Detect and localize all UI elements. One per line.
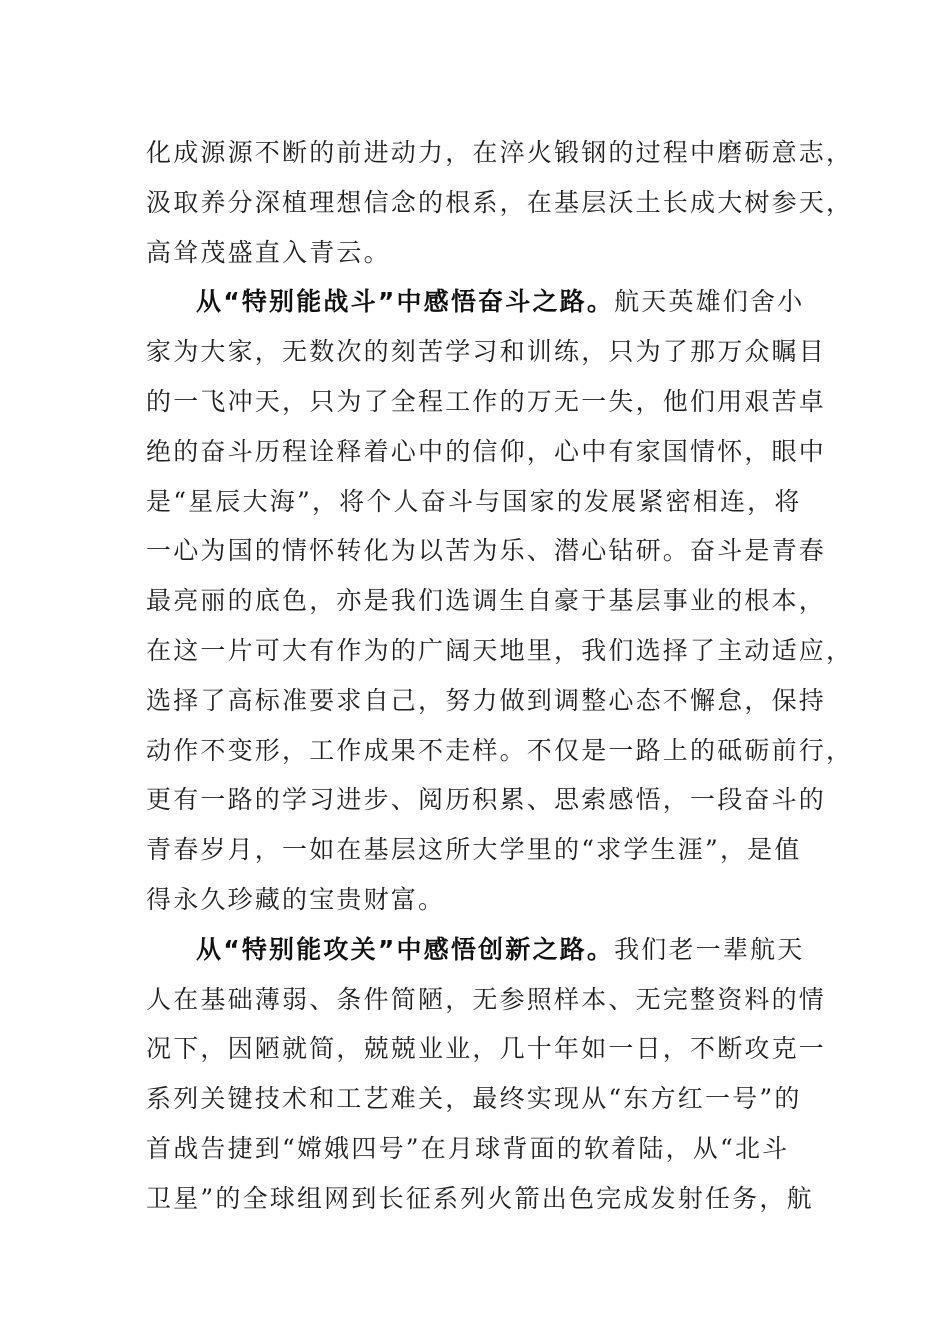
paragraph-continuation bbox=[146, 128, 854, 277]
text-line: 卫星”的全球组网到长征系列火箭出色完成发射任务，航 bbox=[146, 1183, 814, 1213]
text-run: 航天英雄们舍小 bbox=[614, 287, 805, 317]
text-line: 在这一片可大有作为的广阔天地里，我们选择了主动适应， bbox=[146, 635, 854, 665]
text-line: 最亮丽的底色，亦是我们选调生自豪于基层事业的根本， bbox=[146, 586, 827, 616]
text-run: 我们老一辈航天 bbox=[614, 934, 805, 964]
text-line: 青春岁月，一如在基层这所大学里的“求学生涯”，是值 bbox=[146, 835, 802, 865]
paragraph-innovation bbox=[146, 925, 827, 1224]
paragraph-struggle bbox=[146, 277, 854, 924]
text-line: 系列关键技术和工艺难关，最终实现从“东方红一号”的 bbox=[146, 1084, 802, 1114]
text-line: 汲取养分深植理想信念的根系，在基层沃土长成大树参天， bbox=[146, 187, 854, 217]
text-line: 更有一路的学习进步、阅历积累、思索感悟，一段奋斗的 bbox=[146, 785, 827, 815]
text-line: 的一飞冲天，只为了全程工作的万无一失，他们用艰苦卓 bbox=[146, 386, 827, 416]
text-line: 家为大家，无数次的刻苦学习和训练，只为了那万众瞩目 bbox=[146, 337, 827, 367]
text-line: 绝的奋斗历程诠释着心中的信仰，心中有家国情怀，眼中 bbox=[146, 436, 827, 466]
paragraph-first-line bbox=[146, 925, 805, 975]
text-line: 一心为国的情怀转化为以苦为乐、潜心钻研。奋斗是青春 bbox=[146, 536, 827, 566]
text-line: 得永久珍藏的宝贵财富。 bbox=[146, 884, 446, 914]
text-line: 人在基础薄弱、条件简陋，无参照样本、无完整资料的情 bbox=[146, 984, 827, 1014]
text-line: 是“星辰大海”，将个人奋斗与国家的发展紧密相连，将 bbox=[146, 486, 802, 516]
text-line: 况下，因陋就简，兢兢业业，几十年如一日，不断攻克一 bbox=[146, 1034, 827, 1064]
text-line: 首战告捷到“嫦娥四号”在月球背面的软着陆，从“北斗 bbox=[146, 1133, 790, 1163]
document-body bbox=[146, 128, 854, 1224]
section-heading: 从“特别能攻关”中感悟创新之路。 bbox=[196, 934, 615, 964]
section-heading: 从“特别能战斗”中感悟奋斗之路。 bbox=[196, 287, 615, 317]
paragraph-first-line bbox=[146, 277, 805, 327]
text-line: 高耸茂盛直入青云。 bbox=[146, 237, 391, 267]
text-line: 化成源源不断的前进动力，在淬火锻钢的过程中磨砺意志， bbox=[146, 138, 854, 167]
text-line: 选择了高标准要求自己，努力做到调整心态不懈怠，保持 bbox=[146, 685, 827, 715]
text-line: 动作不变形，工作成果不走样。不仅是一路上的砥砺前行， bbox=[146, 735, 854, 765]
